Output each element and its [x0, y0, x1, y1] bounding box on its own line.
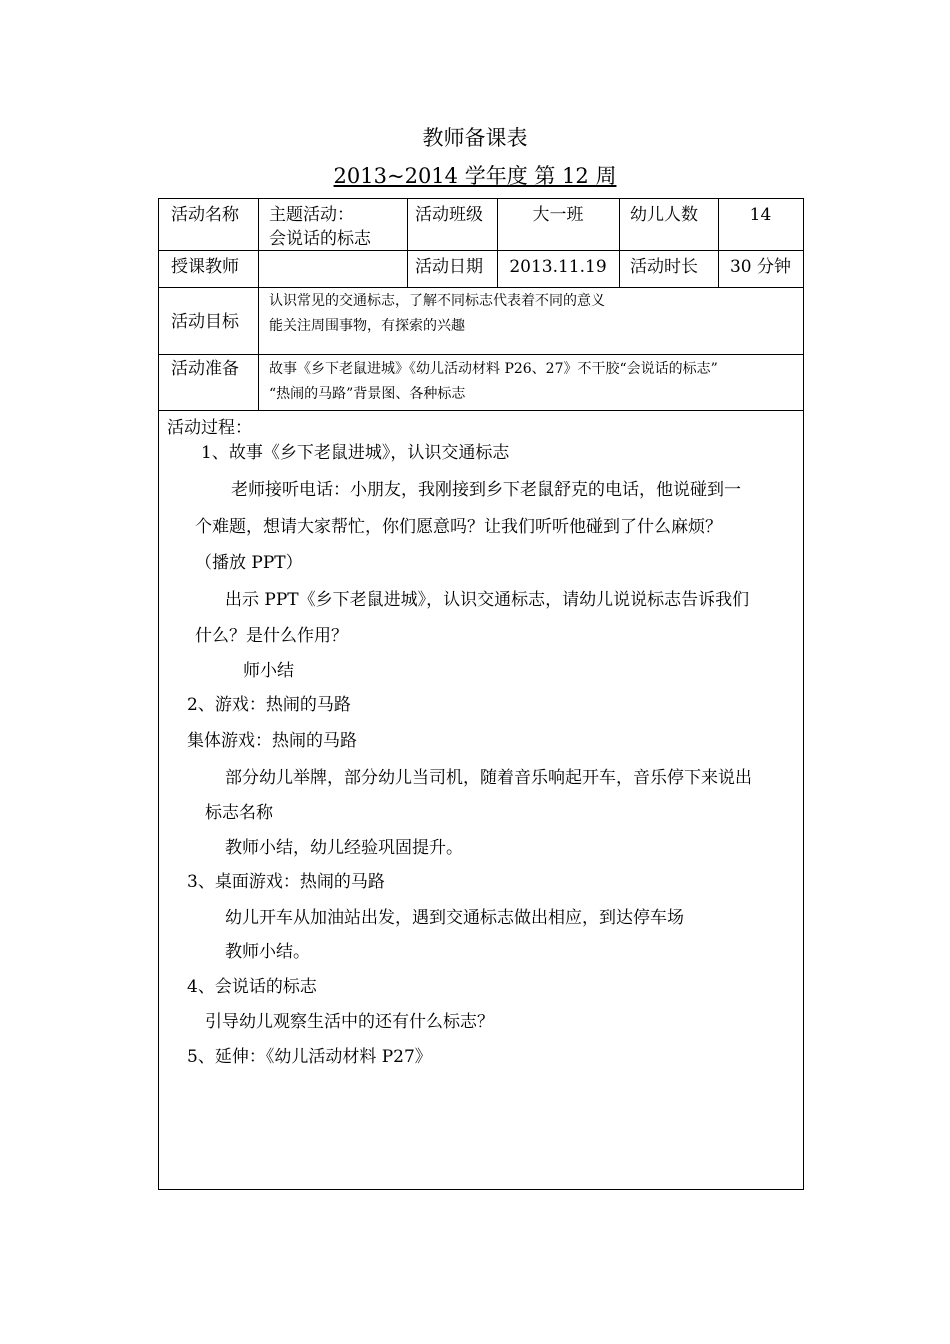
process-line: 出示 PPT《乡下老鼠进城》，认识交通标志，请幼儿说说标志告诉我们	[225, 590, 750, 610]
class-value: 大一班	[532, 205, 584, 225]
row-divider	[159, 287, 803, 288]
process-line: 集体游戏：热闹的马路	[187, 731, 357, 751]
process-line: 1、故事《乡下老鼠进城》，认识交通标志	[201, 443, 510, 463]
process-line: 5、延伸：《幼儿活动材料 P27》	[187, 1047, 432, 1067]
process-line: 个难题，想请大家帮忙，你们愿意吗？让我们听听他碰到了什么麻烦？	[195, 517, 722, 537]
row-divider	[159, 250, 803, 251]
process-line: 引导幼儿观察生活中的还有什么标志？	[205, 1012, 494, 1032]
process-line: 什么？是什么作用？	[195, 626, 348, 646]
duration-value: 30 分钟	[729, 257, 792, 277]
col-divider	[619, 199, 620, 287]
subtitle-text: 2013~2014 学年度 第 12 周	[333, 164, 617, 188]
col-divider	[258, 199, 259, 410]
row-divider	[159, 354, 803, 355]
date-label: 活动日期	[415, 257, 483, 277]
process-line: 幼儿开车从加油站出发，遇到交通标志做出相应，到达停车场	[225, 908, 684, 928]
duration-label: 活动时长	[630, 257, 698, 277]
child-count-label: 幼儿人数	[630, 205, 698, 225]
process-line: 部分幼儿举牌，部分幼儿当司机，随着音乐响起开车，音乐停下来说出	[225, 768, 752, 788]
process-line: 2、游戏：热闹的马路	[187, 695, 351, 715]
process-label: 活动过程：	[167, 418, 252, 438]
col-divider	[407, 199, 408, 287]
page-title: 教师备课表	[422, 126, 528, 150]
goal-line1: 认识常见的交通标志，了解不同标志代表着不同的意义	[269, 293, 605, 309]
page-subtitle	[0, 160, 950, 190]
process-line: 师小结	[243, 661, 294, 681]
process-line: 教师小结，幼儿经验巩固提升。	[225, 838, 463, 858]
date-value: 2013.11.19	[509, 257, 607, 277]
class-label: 活动班级	[415, 205, 483, 225]
teacher-label: 授课教师	[171, 257, 239, 277]
process-line: 标志名称	[205, 803, 273, 823]
prep-line2: “热闹的马路”背景图、各种标志	[269, 386, 466, 402]
process-line: 3、桌面游戏：热闹的马路	[187, 872, 385, 892]
child-count-value: 14	[749, 205, 772, 225]
prep-line1: 故事《乡下老鼠进城》《幼儿活动材料 P26、27》不干胶“会说话的标志”	[269, 361, 718, 377]
activity-name-line2: 会说话的标志	[269, 229, 371, 249]
process-line: 老师接听电话：小朋友，我刚接到乡下老鼠舒克的电话，他说碰到一	[231, 480, 741, 500]
activity-name-line1: 主题活动：	[269, 205, 354, 225]
process-line: （播放 PPT）	[195, 553, 303, 573]
process-line: 教师小结。	[225, 942, 310, 962]
goal-line2: 能关注周围事物，有探索的兴趣	[269, 318, 465, 334]
row-divider	[159, 410, 803, 411]
goal-label: 活动目标	[171, 312, 239, 332]
lesson-plan-table	[158, 198, 804, 1190]
activity-name-label: 活动名称	[171, 205, 239, 225]
prep-label: 活动准备	[171, 359, 239, 379]
process-line: 4、会说话的标志	[187, 977, 317, 997]
